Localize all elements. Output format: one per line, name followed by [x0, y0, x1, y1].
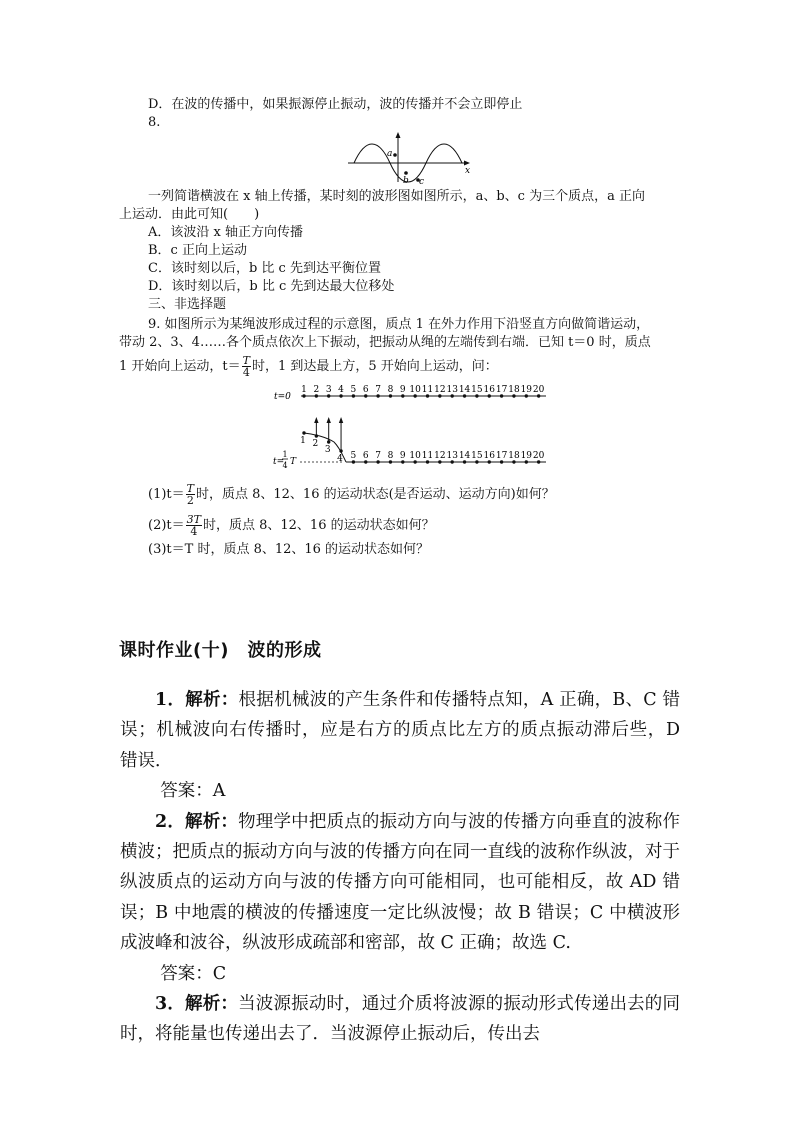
row1-point-label: 4 [338, 385, 344, 395]
row2-label-T: T [290, 457, 297, 467]
row2-point-label: 4 [337, 454, 343, 464]
q9-sub3: (3)t＝T 时，质点 8、12、16 的运动状态如何？ [148, 542, 430, 557]
row2-point-label: 6 [362, 451, 369, 461]
row1-point-label: 18 [508, 385, 520, 395]
row2-point-label: 17 [495, 451, 508, 461]
x-axis-label: x [465, 166, 471, 176]
row2-point-label: 12 [434, 451, 446, 461]
row2-point-label: 10 [409, 451, 421, 461]
q8-wave-figure [346, 130, 476, 184]
row1-point-label: 15 [471, 385, 483, 395]
row2-label-t: t= [273, 457, 285, 467]
row1-point-label: 19 [520, 385, 533, 395]
row2-point-label: 20 [532, 451, 545, 461]
row1-point-label: 7 [375, 385, 381, 395]
row2-point-label: 9 [399, 451, 406, 461]
q9-sub1: (1)t＝ $\frac{T}{2}$ 时，质点 8、12、16 的运动状态(是否运动、运动方向)如何？ [148, 482, 555, 507]
answers-title: 课时作业(十) 波的形成 [119, 640, 322, 661]
row2-point-label: 3 [324, 445, 331, 455]
q9-sub2: (2)t＝ $\frac{3T}{4}$ 时，质点 8、12、16 的运动状态如何？ [148, 513, 435, 538]
q8-number: 8. [148, 115, 161, 130]
point-c-label: c [419, 177, 425, 184]
row2-velocity-arrowhead [327, 417, 331, 423]
x-axis-arrow [464, 161, 470, 166]
row2-point-label: 16 [483, 451, 495, 461]
q8-option-d: D．该时刻以后，b 比 c 先到达最大位移处 [148, 279, 395, 294]
row2-point-label: 11 [421, 451, 434, 461]
row1-point-label: 8 [387, 385, 394, 395]
row1-point-label: 14 [458, 385, 471, 395]
row2-point-label: 14 [458, 451, 471, 461]
q8-option-c: C．该时刻以后，b 比 c 先到达平衡位置 [148, 261, 381, 276]
row1-point-label: 17 [495, 385, 508, 395]
point-a-dot [393, 153, 397, 157]
row2-velocity-arrowhead [314, 417, 318, 423]
section-heading: 三、非选择题 [148, 297, 227, 312]
answer-2-result: 答案：C [160, 963, 227, 984]
row1-point-label: 3 [325, 385, 332, 395]
row1-point-label: 10 [409, 385, 421, 395]
q8-stem-line1: 一列简谐横波在 x 轴上传播，某时刻的波形图如图所示，a、b、c 为三个质点，a 正向 [148, 189, 645, 204]
answers-body [120, 685, 680, 1050]
q9-line1: 9. 如图所示为某绳波形成过程的示意图，质点 1 在外力作用下沿竖直方向做简谐运动， [148, 317, 650, 332]
row1-point-label: 16 [483, 385, 495, 395]
point-b-label: b [403, 176, 409, 184]
q8-stem-line2: 上运动．由此可知( ) [119, 207, 260, 222]
row2-velocity-arrowhead [339, 417, 343, 423]
answer-1-result: 答案：A [160, 781, 226, 802]
row2-point-label: 5 [350, 451, 357, 461]
row1-point-label: 12 [434, 385, 446, 395]
q9-line2: 带动 2、3、4……各个质点依次上下振动，把振动从绳的左端传到右端．已知 t＝0 时，质点 [119, 335, 651, 350]
row1-point-label: 13 [446, 385, 458, 395]
row2-point-label: 2 [312, 439, 319, 449]
row2-frac-num: 1 [282, 450, 288, 459]
row2-point-label: 7 [375, 451, 381, 461]
row1-point-label: 2 [313, 385, 320, 395]
y-axis-arrow [396, 132, 401, 138]
row2-points [300, 417, 545, 464]
row1-point-label: 20 [532, 385, 545, 395]
answer-2: 2．解析：物理学中把质点的振动方向与波的传播方向垂直的波称作横波；把质点的振动方向与波的传播方向在同一直线的波称作纵波，对于纵波质点的运动方向与波的传播方向可能相同，也可能相反，故 AD 错误；B 中地震的横波的传播速度一定比纵波慢；故 B 错误；C 中横波形成波峰和波谷，纵波形成疏部和密部，故 C 正确；故选 C. [120, 811, 680, 954]
answer-3: 3．解析：当波源振动时，通过介质将波源的振动形式传递出去的同时，将能量也传递出去了．当波源停止振动后，传出去 [120, 994, 680, 1045]
row1-point-label: 6 [362, 385, 369, 395]
row1-point-label: 9 [399, 385, 406, 395]
q9-fraction: $\frac{T}{4}$ [242, 354, 250, 379]
row1-point-label: 11 [421, 385, 434, 395]
point-a-label: a [387, 149, 393, 159]
row2-point-label: 18 [508, 451, 520, 461]
q9-rope-figure [270, 380, 552, 470]
point-b-dot [404, 171, 408, 175]
row1-label: t=0 [274, 392, 291, 402]
q8-option-b: B．c 正向上运动 [148, 243, 247, 258]
row1-point-label: 5 [350, 385, 357, 395]
sub2-fraction: $\frac{3T}{4}$ [186, 513, 201, 538]
row2-point-label: 8 [387, 451, 394, 461]
row2-point-label: 13 [446, 451, 458, 461]
row2-point-dot [302, 431, 305, 434]
q9-line3: 1 开始向上运动，t＝ $\frac{T}{4}$ 时，1 到达最上方，5 开始向上运动，问： [119, 354, 498, 379]
row2-point-label: 1 [300, 436, 306, 446]
answer-1: 1．解析：根据机械波的产生条件和传播特点知，A 正确，B、C 错误；机械波向右传播时，应是右方的质点比左方的质点振动滞后些，D 错误． [120, 690, 680, 771]
row2-point-label: 15 [471, 451, 483, 461]
row2-point-label: 19 [520, 451, 533, 461]
row2-frac-den: 4 [282, 461, 288, 470]
row1-point-label: 1 [301, 385, 307, 395]
sub1-fraction: $\frac{T}{2}$ [186, 482, 194, 507]
q7-option-d: D．在波的传播中，如果振源停止振动，波的传播并不会立即停止 [148, 97, 523, 112]
q8-option-a: A．该波沿 x 轴正方向传播 [148, 225, 303, 240]
